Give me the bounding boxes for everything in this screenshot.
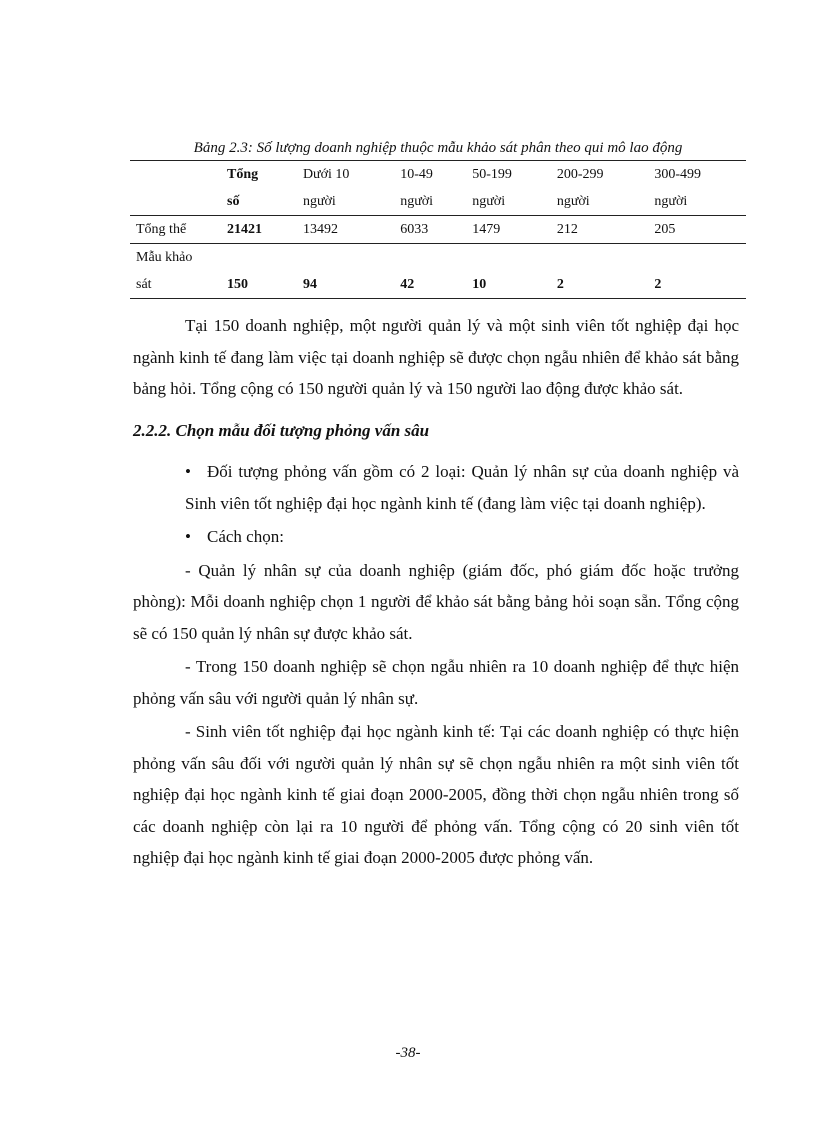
cell-sample-300-499: 2 [648,271,746,299]
header-empty-cell-2 [130,188,221,216]
cell-sample-200-299: 2 [551,271,649,299]
header-300-499: 300-499 [648,161,746,189]
cell-sample-50-199: 10 [466,271,551,299]
cell-population-under-10: 13492 [297,216,394,244]
table-row-sample-label [130,244,746,272]
bullet-icon: • [185,527,191,546]
bullet-text: Cách chọn: [207,527,284,546]
body-text [133,310,739,876]
row-label-population: Tổng thể [130,216,221,244]
empty-cell [394,244,466,272]
header-empty-cell [130,161,221,189]
header-50-199: 50-199 [466,161,551,189]
header-total-2: số [227,194,240,209]
bullet-interview-subjects [133,456,739,519]
empty-cell [297,244,394,272]
header-under-10-2: người [302,194,336,209]
table-row-population [130,216,746,244]
row-label-sample: Mẫu khảo [130,244,221,272]
empty-cell [466,244,551,272]
cell-sample-total: 150 [221,271,297,299]
header-200-299-2: người [556,194,590,209]
table-row-sample [130,271,746,299]
empty-cell [648,244,746,272]
table-header-row-2 [130,188,746,216]
paragraph-graduates: - Sinh viên tốt nghiệp đại học ngành kinh tế: Tại các doanh nghiệp có thực hiện phỏng vấn sâu đối với người quản lý nhân sự sẽ chọn ngẫu nhiên ra một sinh viên tốt nghiệp đại học ngành kinh tế giai đoạn 2000-2005, đồng thời chọn ngẫu nhiên trong số các doanh nghiệp còn lại ra 10 người để phỏng vấn. Tổng cộng có 20 sinh viên tốt nghiệp đại học ngành kinh tế giai đoạn 2000-2005 được phỏng vấn. [133,722,739,867]
header-under-10: Dưới 10 [297,161,394,189]
header-200-299: 200-299 [551,161,649,189]
table-caption: Bảng 2.3: Số lượng doanh nghiệp thuộc mẫu khảo sát phân theo qui mô lao động [193,140,683,156]
cell-population-50-199: 1479 [466,216,551,244]
section-heading: 2.2.2. Chọn mẫu đối tượng phỏng vấn sâu [133,420,430,440]
header-300-499-2: người [654,194,688,209]
table-header-row [130,161,746,189]
cell-sample-10-49: 42 [394,271,466,299]
cell-population-200-299: 212 [551,216,649,244]
cell-sample-under-10: 94 [297,271,394,299]
bullet-selection-method [133,521,739,553]
header-10-49: 10-49 [394,161,466,189]
cell-population-total: 21421 [221,216,297,244]
cell-population-300-499: 205 [648,216,746,244]
row-label-sample-2: sát [130,271,221,299]
header-total: Tổng [221,161,297,189]
bullet-icon: • [185,462,191,481]
survey-table [130,160,746,299]
header-50-199-2: người [472,194,506,209]
paragraph-in-depth-selection: - Trong 150 doanh nghiệp sẽ chọn ngẫu nhiên ra 10 doanh nghiệp để thực hiện phỏng vấn sâu với người quản lý nhân sự. [133,657,739,708]
header-10-49-2: người [400,194,434,209]
paragraph-hr-managers: - Quản lý nhân sự của doanh nghiệp (giám đốc, phó giám đốc hoặc trưởng phòng): Mỗi doanh nghiệp chọn 1 người để khảo sát bằng bảng hỏi soạn sẵn. Tổng cộng sẽ có 150 quản lý nhân sự được khảo sát. [133,560,739,643]
page-number: -38- [395,1045,421,1061]
cell-population-10-49: 6033 [394,216,466,244]
empty-cell [221,244,297,272]
empty-cell [551,244,649,272]
bullet-text: Đối tượng phỏng vấn gồm có 2 loại: Quản lý nhân sự của doanh nghiệp và Sinh viên tốt nghiệp đại học ngành kinh tế (đang làm việc tại doanh nghiệp). [185,462,739,513]
paragraph-sample-description: Tại 150 doanh nghiệp, một người quản lý và một sinh viên tốt nghiệp đại học ngành kinh tế đang làm việc tại doanh nghiệp sẽ được chọn ngẫu nhiên để khảo sát bằng bảng hỏi. Tổng cộng có 150 người quản lý và 150 người lao động được khảo sát. [133,316,739,398]
